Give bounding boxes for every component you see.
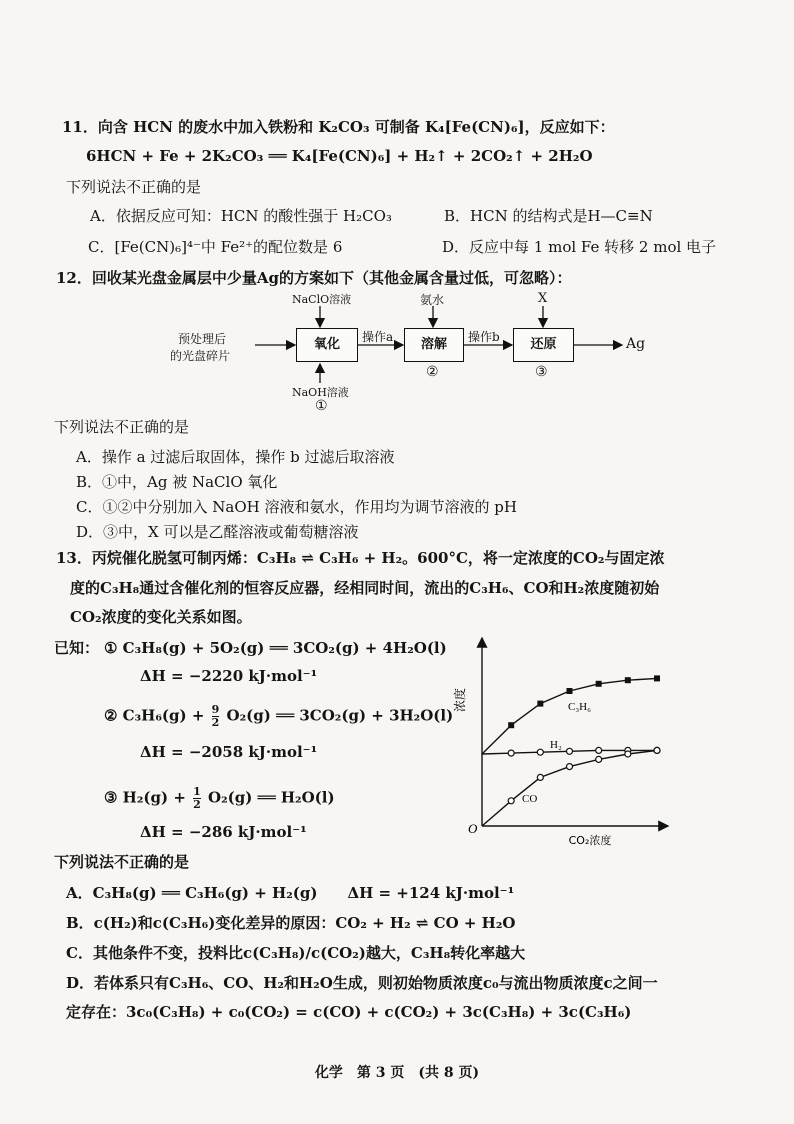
flow-reagent-ammonia: 氨水: [420, 293, 445, 307]
flow-input-label-2: 的光盘碎片: [170, 349, 231, 363]
flow-box-oxidation: [296, 328, 358, 362]
data-point-s2-6: [654, 747, 660, 753]
data-point-s0-4: [596, 681, 602, 687]
flow-reagent-x: X: [538, 291, 548, 306]
data-point-s2-4: [596, 756, 602, 762]
q13-concentration-chart: [450, 630, 680, 850]
q11-option-c: C．[Fe(CN)₆]⁴⁻中 Fe²⁺的配位数是 6: [88, 238, 343, 256]
q12-option-d: D．③中，X 可以是乙醛溶液或葡萄糖溶液: [76, 523, 359, 541]
q13-eq2-num: 9: [211, 703, 220, 716]
flow-box-dissolve-label: 溶解: [420, 337, 447, 352]
q13-eq2-den: 2: [211, 716, 220, 729]
q13-eq3-fraction: [193, 786, 201, 811]
q13-eq3-num: 1: [193, 785, 201, 798]
q12-option-c: C．①②中分别加入 NaOH 溶液和氨水，作用均为调节溶液的 pH: [76, 498, 517, 516]
flow-step3-marker: ③: [535, 364, 548, 380]
q13-dh3: ΔH = −286 kJ·mol⁻¹: [140, 823, 307, 841]
q13-option-d-line1: D．若体系只有C₃H₆、CO、H₂和H₂O生成，则初始物质浓度c₀与流出物质浓度c之间一: [66, 974, 658, 992]
q13-eq2-pre: ② C₃H₆(g) +: [104, 706, 205, 725]
data-point-s1-4: [596, 747, 602, 753]
q13-dh1: ΔH = −2220 kJ·mol⁻¹: [140, 667, 318, 685]
flow-box-reduction: [513, 328, 574, 362]
q11-option-a: A．依据反应可知：HCN 的酸性强于 H₂CO₃: [90, 207, 392, 225]
q11-equation: 6HCN + Fe + 2K₂CO₃ ══ K₄[Fe(CN)₆] + H₂↑ + 2CO₂↑ + 2H₂O: [86, 147, 593, 165]
q13-option-b: B．c(H₂)和c(C₃H₆)变化差异的原因：CO₂ + H₂ ⇌ CO + H₂O: [66, 914, 516, 932]
q12-flow-arrows: [0, 0, 794, 420]
flow-reagent-naoh: NaOH溶液: [292, 386, 349, 399]
q13-eq2-fraction: [212, 704, 220, 729]
q13-eq2-post: O₂(g) ══ 3CO₂(g) + 3H₂O(l): [226, 706, 454, 725]
q11-prompt: 下列说法不正确的是: [66, 178, 202, 196]
series-label-c3h6: C₃H₆: [568, 701, 591, 713]
q13-eq2: [104, 704, 453, 729]
data-point-s2-5: [625, 751, 631, 757]
q13-dh2: ΔH = −2058 kJ·mol⁻¹: [140, 743, 318, 761]
q13-eq3: [104, 786, 335, 811]
q13-stem-2: 度的C₃H₈通过含催化剂的恒容反应器，经相同时间，流出的C₃H₆、CO和H₂浓度随初始: [70, 579, 660, 597]
data-point-s2-3: [567, 764, 573, 770]
data-point-s2-1: [508, 798, 514, 804]
y-axis-label: 浓度: [453, 687, 467, 713]
series-label-h2: H₂: [550, 739, 562, 751]
series-label-co: CO: [522, 793, 538, 805]
q13-stem-1: 13．丙烷催化脱氢可制丙烯：C₃H₈ ⇌ C₃H₆ + H₂。600°C，将一定浓度的CO₂与固定浓: [56, 549, 665, 567]
flow-box-dissolve: [404, 328, 464, 362]
data-point-s1-2: [537, 749, 543, 755]
q13-eq3-post: O₂(g) ══ H₂O(l): [208, 788, 335, 807]
data-point-s0-3: [567, 688, 573, 694]
q13-option-d-line2: 定存在：3c₀(C₃H₈) + c₀(CO₂) = c(CO) + c(CO₂) + 3c(C₃H₈) + 3c(C₃H₆): [66, 1003, 632, 1021]
q11-option-b: B．HCN 的结构式是H—C≡N: [444, 207, 653, 225]
flow-box-oxidation-label: 氧化: [313, 337, 340, 352]
x-axis-label: CO₂浓度: [568, 834, 612, 847]
flow-op-a: 操作a: [362, 330, 394, 344]
data-point-s0-1: [508, 722, 514, 728]
q12-option-a: A．操作 a 过滤后取固体，操作 b 过滤后取溶液: [76, 448, 395, 466]
q13-option-c: C．其他条件不变，投料比c(C₃H₈)/c(CO₂)越大，C₃H₈转化率越大: [66, 944, 526, 962]
series-line-2: [482, 750, 657, 826]
origin-label: O: [468, 821, 478, 836]
flow-input-label-1: 预处理后: [178, 332, 227, 346]
q13-stem-3: CO₂浓度的变化关系如图。: [70, 608, 252, 626]
q13-option-a: A．C₃H₈(g) ══ C₃H₆(g) + H₂(g) ΔH = +124 kJ·mol⁻¹: [66, 884, 515, 902]
q11-option-d: D．反应中每 1 mol Fe 转移 2 mol 电子: [442, 238, 717, 256]
flow-op-b: 操作b: [468, 330, 500, 344]
page-footer: 化学 第 3 页 (共 8 页): [314, 1065, 480, 1081]
data-point-s0-6: [654, 675, 660, 681]
flow-step2-marker: ②: [426, 364, 439, 380]
q13-eq1: ① C₃H₈(g) + 5O₂(g) ══ 3CO₂(g) + 4H₂O(l): [104, 639, 447, 657]
q13-prompt: 下列说法不正确的是: [54, 853, 190, 871]
series-layer: [482, 675, 660, 826]
q13-eq3-den: 2: [193, 798, 201, 811]
data-point-s1-1: [508, 750, 514, 756]
data-point-s0-5: [625, 677, 631, 683]
q11-stem: 11．向含 HCN 的废水中加入铁粉和 K₂CO₃ 可制备 K₄[Fe(CN)₆]，反应如下：: [62, 118, 615, 136]
flow-box-reduction-label: 还原: [530, 337, 557, 352]
data-point-s0-2: [537, 701, 543, 707]
q13-known-label: 已知：: [54, 639, 100, 657]
data-point-s1-3: [567, 748, 573, 754]
flow-reagent-naclo: NaClO溶液: [292, 293, 352, 306]
q13-eq3-pre: ③ H₂(g) +: [104, 788, 186, 807]
flow-step1-marker: ①: [315, 398, 328, 414]
q12-stem: 12．回收某光盘金属层中少量Ag的方案如下（其他金属含量过低，可忽略）：: [56, 269, 572, 287]
q12-prompt: 下列说法不正确的是: [54, 418, 190, 436]
q12-option-b: B．①中，Ag 被 NaClO 氧化: [76, 473, 278, 491]
data-point-s2-2: [537, 774, 543, 780]
flow-output-ag: Ag: [626, 336, 646, 352]
